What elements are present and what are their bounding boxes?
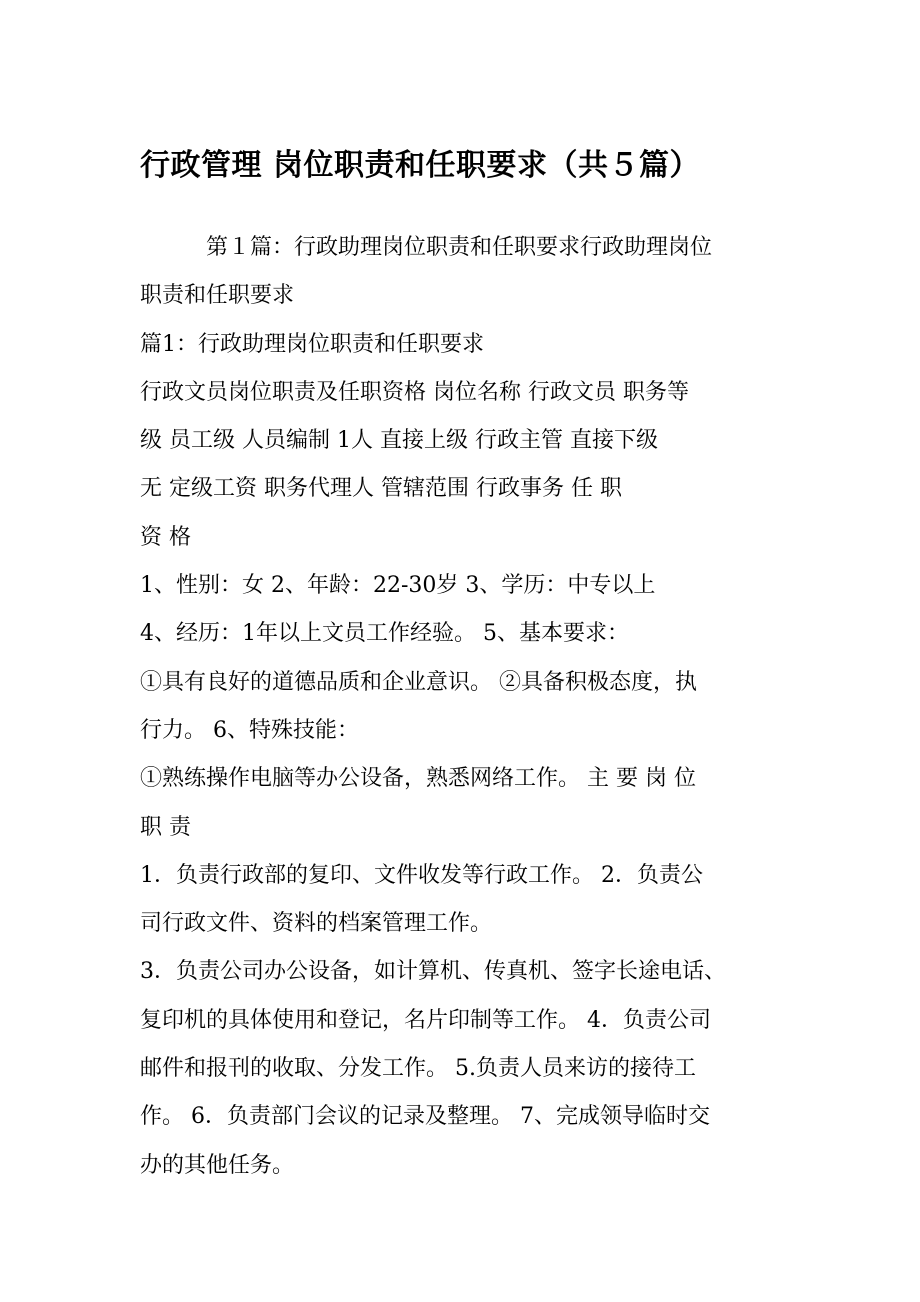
text-line: 第１篇：行政助理岗位职责和任职要求行政助理岗位 — [206, 235, 713, 260]
text-line: 4、经历：1年以上文员工作经验。 5、基本要求： — [140, 621, 629, 647]
text-line: 行力。 6、特殊技能： — [140, 717, 359, 743]
text-line: 办的其他任务。 — [140, 1152, 295, 1178]
text-line: 职责和任职要求 — [140, 283, 295, 309]
text-line: 1、性别：女 2、年龄：22-30岁 3、学历：中专以上 — [140, 573, 656, 599]
text-line: 行政文员岗位职责及任职资格 岗位名称 行政文员 职务等 — [140, 379, 689, 405]
text-line: 无 定级工资 职务代理人 管辖范围 行政事务 任 职 — [140, 476, 622, 502]
document-title: 行政管理 岗位职责和任职要求（共５篇） — [140, 148, 700, 183]
text-line: 1．负责行政部的复印、文件收发等行政工作。 2．负责公 — [140, 862, 703, 888]
text-line: 资 格 — [140, 524, 191, 550]
text-line: 作。 6．负责部门会议的记录及整理。 7、完成领导临时交 — [140, 1104, 710, 1130]
document-body — [140, 224, 790, 1190]
text-line: 篇1：行政助理岗位职责和任职要求 — [140, 331, 484, 357]
text-line: 复印机的具体使用和登记，名片印制等工作。 4．负责公司 — [140, 1007, 711, 1033]
text-line: ①熟练操作电脑等办公设备，熟悉网络工作。 主 要 岗 位 — [140, 766, 696, 792]
text-line: 级 员工级 人员编制 1人 直接上级 行政主管 直接下级 — [140, 428, 658, 454]
text-line: 邮件和报刊的收取、分发工作。 5.负责人员来访的接待工 — [140, 1056, 696, 1082]
text-line: 司行政文件、资料的档案管理工作。 — [140, 911, 493, 937]
text-line: 3．负责公司办公设备，如计算机、传真机、签字长途电话、 — [140, 959, 726, 985]
text-line: ①具有良好的道德品质和企业意识。 ②具备积极态度，执 — [140, 669, 697, 695]
text-line: 职 责 — [140, 814, 191, 840]
